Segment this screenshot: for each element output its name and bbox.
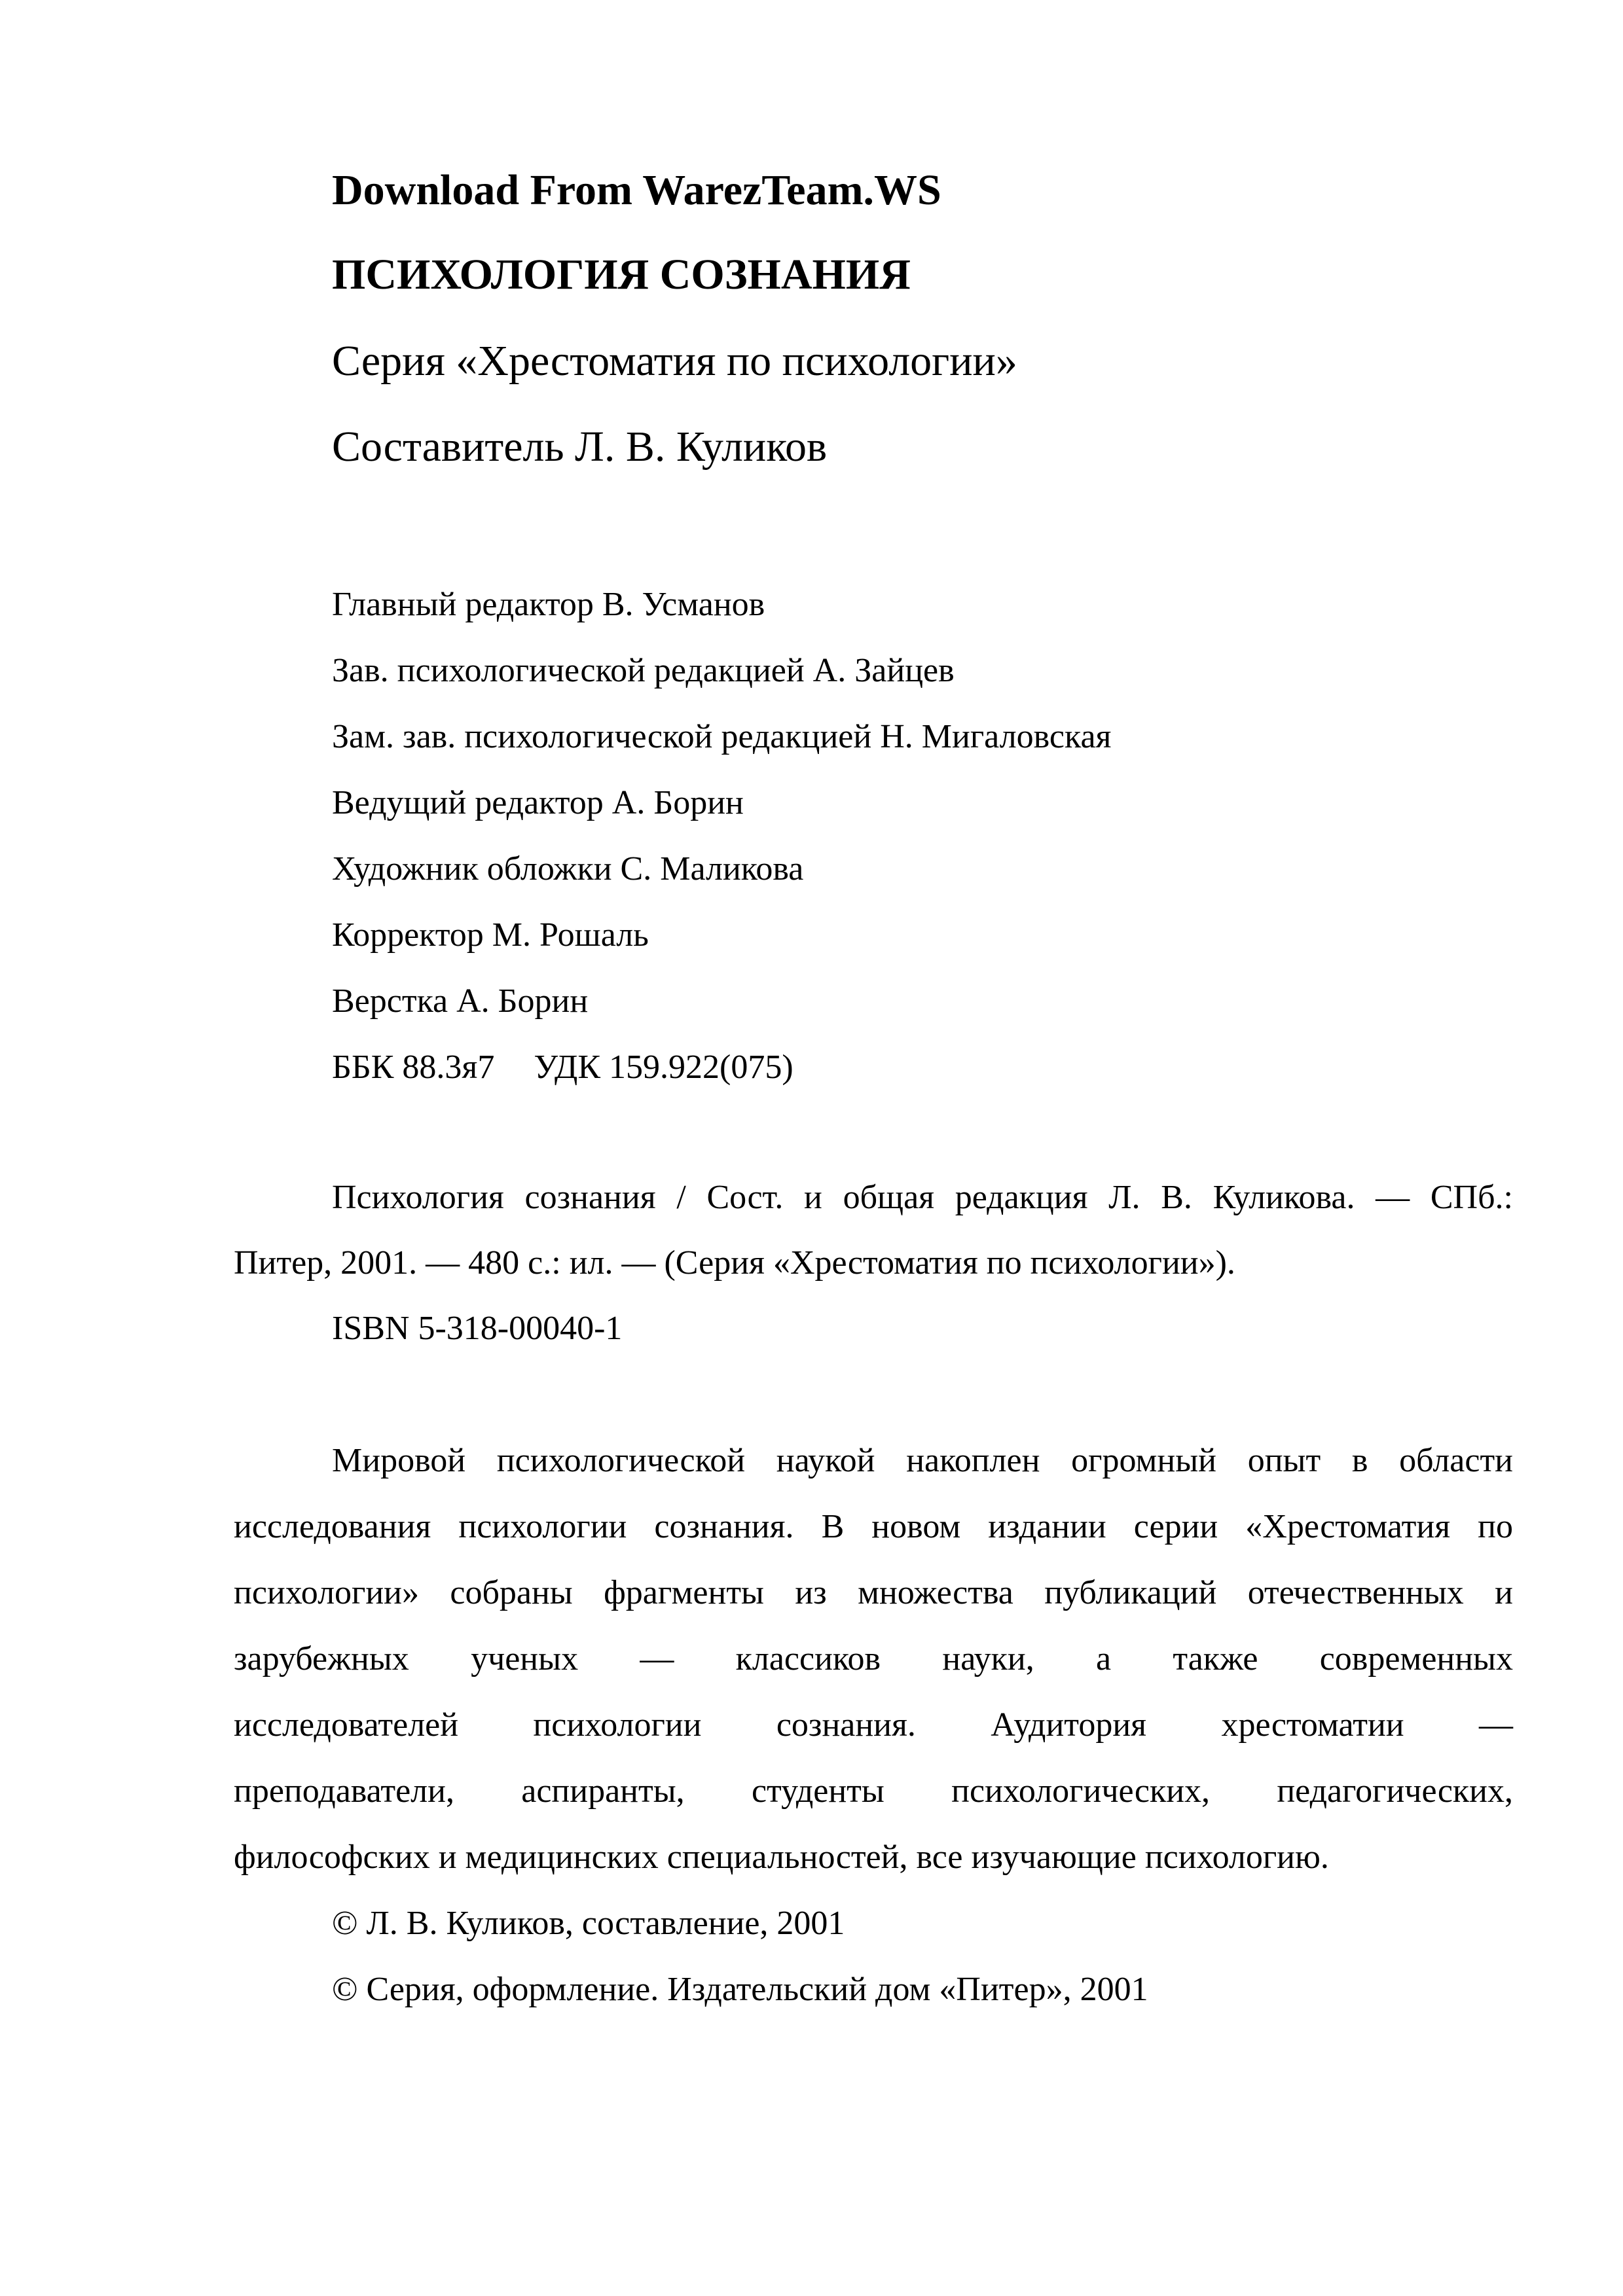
copyright-series: © Серия, оформление. Издательский дом «Питер», 2001 [332, 1971, 1148, 2008]
book-title: ПСИХОЛОГИЯ СОЗНАНИЯ [332, 251, 911, 298]
classification-codes [332, 1034, 1576, 1100]
annotation-line: Мировой психологической наукой накоплен огромный опыт в области [332, 1442, 1513, 1479]
credit-proofreader: Корректор М. Рошаль [332, 916, 649, 954]
credit-layout: Верстка А. Борин [332, 982, 589, 1020]
credit-editor-in-chief: Главный редактор В. Усманов [332, 586, 765, 623]
annotation-line: философских и медицинских специальностей, все изучающие психологию. [234, 1839, 1329, 1876]
biblio-line-1: Психология сознания / Сост. и общая редакция Л. В. Куликова. — СПб.: [332, 1179, 1513, 1216]
credit-lead-editor: Ведущий редактор А. Борин [332, 784, 744, 821]
credit-deputy-head: Зам. зав. психологической редакцией Н. Мигаловская [332, 718, 1112, 755]
annotation-block [234, 1427, 1513, 2022]
series-name: Серия «Хрестоматия по психологии» [332, 337, 1017, 385]
bibliographic-record [234, 1165, 1513, 1361]
source-watermark-text: Download From WarezTeam.WS [332, 166, 941, 214]
annotation-line: зарубежных ученых — классиков науки, а также современных [234, 1640, 1513, 1677]
annotation-line: преподаватели, аспиранты, студенты психологических, педагогических, [234, 1772, 1513, 1810]
bbk-code: ББК 88.3я7 [332, 1049, 495, 1086]
compiler-name: Составитель Л. В. Куликов [332, 423, 828, 471]
udk-code: УДК 159.922(075) [534, 1049, 793, 1086]
credit-cover-artist: Художник обложки С. Маликова [332, 850, 804, 888]
copyright-compilation: © Л. В. Куликов, составление, 2001 [332, 1905, 845, 1942]
annotation-line: психологии» собраны фрагменты из множества публикаций отечественных и [234, 1574, 1513, 1611]
credits-block [332, 571, 1576, 1100]
title-block [332, 149, 1576, 490]
isbn: ISBN 5-318-00040-1 [332, 1310, 623, 1347]
credit-head-of-department: Зав. психологической редакцией А. Зайцев [332, 652, 955, 689]
biblio-line-2: Питер, 2001. — 480 с.: ил. — (Серия «Хрестоматия по психологии»). [234, 1244, 1235, 1282]
annotation-line: исследователей психологии сознания. Аудитория хрестоматии — [234, 1706, 1513, 1744]
annotation-line: исследования психологии сознания. В новом издании серии «Хрестоматия по [234, 1508, 1513, 1545]
